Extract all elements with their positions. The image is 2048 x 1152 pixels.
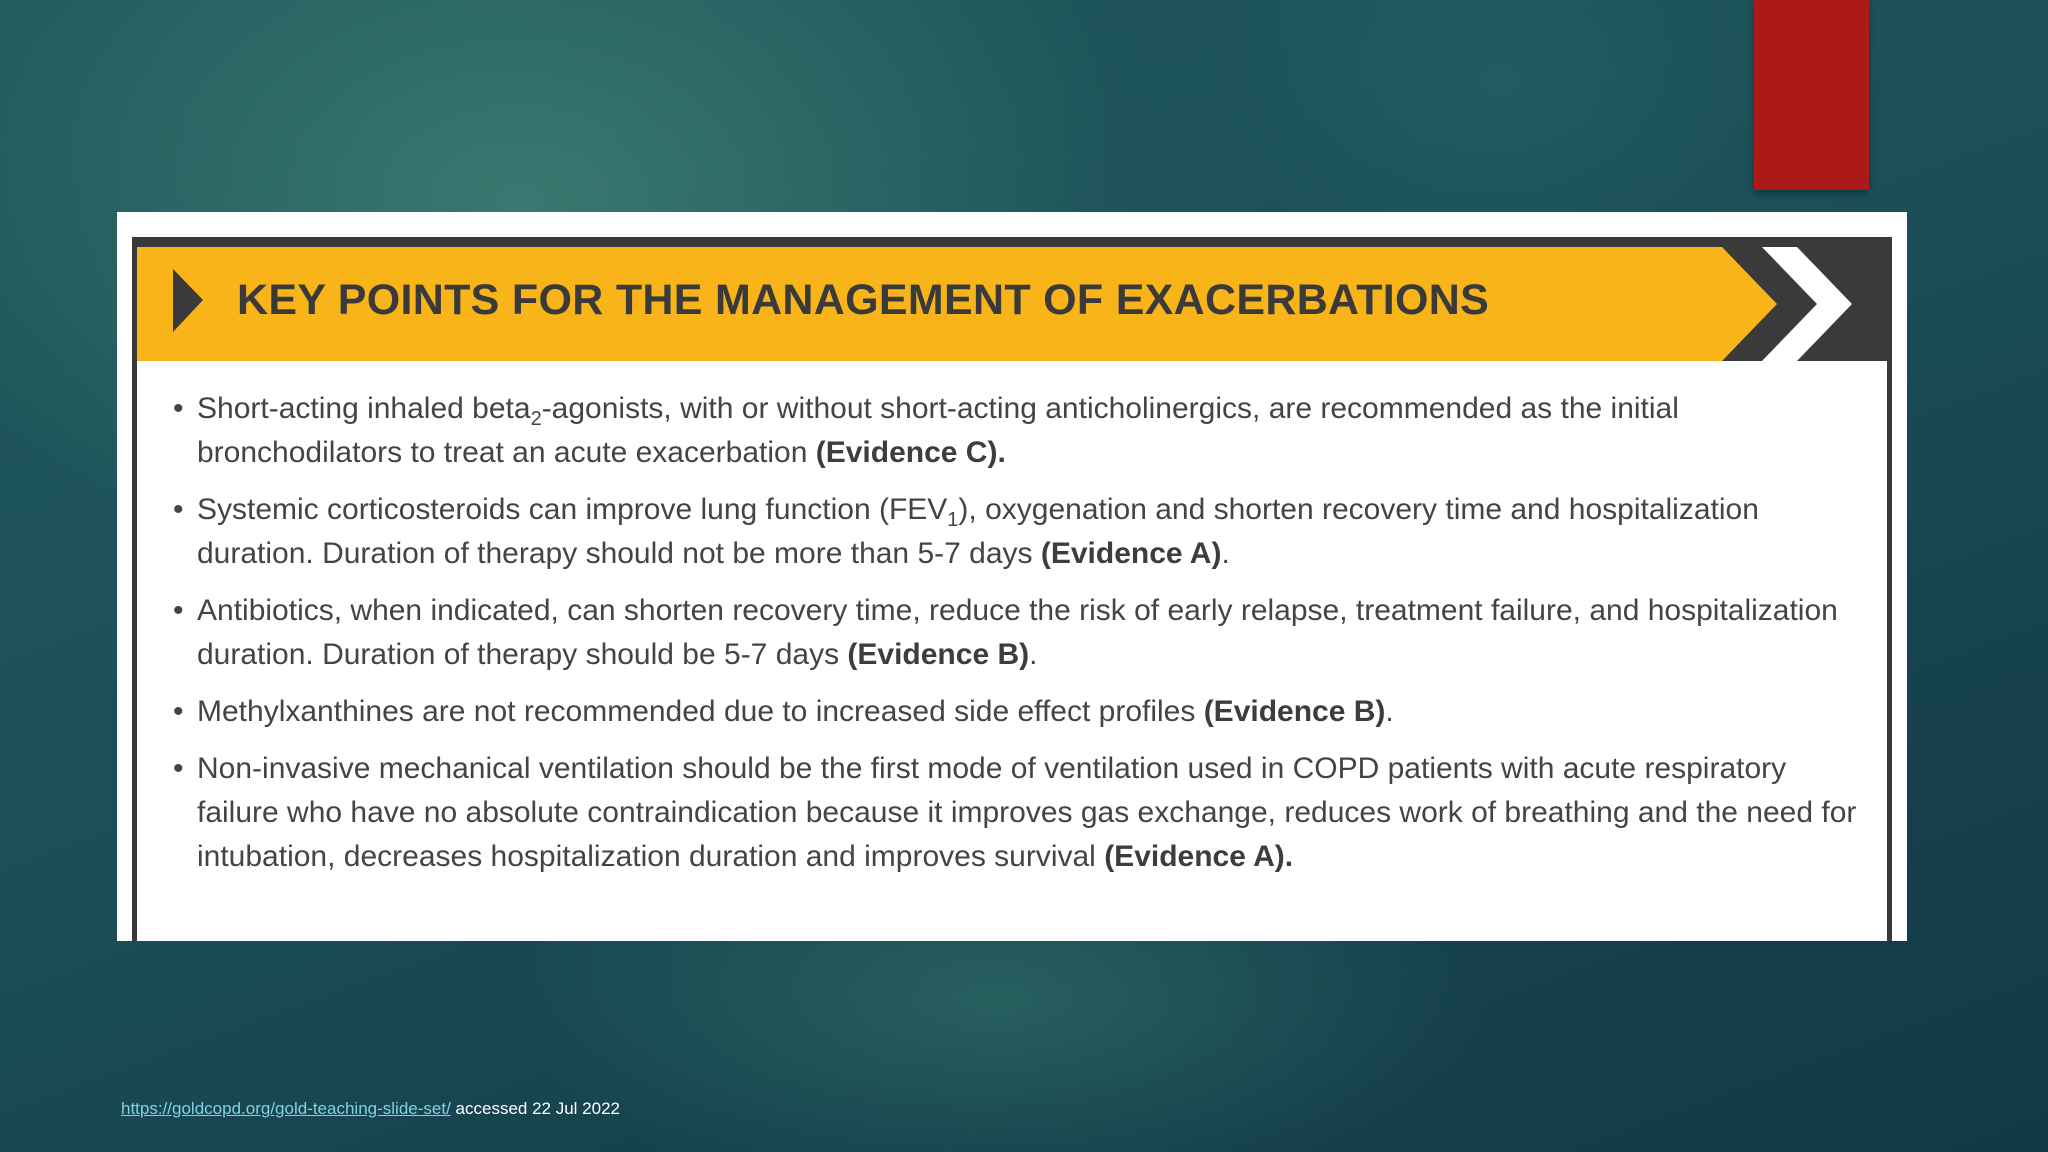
list-item: • Systemic corticosteroids can improve lung function $(FEV_1)$, oxygenation and shorten recovery time and hospitalization duration. Duration of therapy should not be more than 5-7 days (Evidence A). [173,488,1873,576]
list-item: • Non-invasive mechanical ventilation should be the first mode of ventilation used in COPD patients with acute respiratory failure who have no absolute contraindication because it improves gas exchange, reduces work of breathing and the need for intubation, decreases hospitalization duration and improves survival (Evidence A). [173,747,1873,879]
bullet-icon: • [173,695,184,728]
evidence-label: (Evidence A). [1104,840,1294,873]
title-banner [137,242,1887,361]
source-citation [121,1099,620,1119]
key-points-list [173,387,1873,892]
bullet-icon: • [173,752,184,785]
bullet-icon: • [173,392,184,425]
bullet-icon: • [173,594,184,627]
list-item: • Methylxanthines are not recommended due to increased side effect profiles (Evidence B). [173,690,1873,734]
source-link[interactable]: https://goldcopd.org/gold-teaching-slide-set/ [121,1099,451,1118]
slide-title: KEY POINTS FOR THE MANAGEMENT OF EXACERBATIONS [237,276,1490,324]
slide-frame [132,237,1892,941]
red-accent-tab [1754,0,1869,190]
accessed-date: accessed 22 Jul 2022 [450,1099,620,1118]
evidence-label: (Evidence A) [1040,537,1222,570]
evidence-label: (Evidence B) [847,638,1030,671]
evidence-label: (Evidence C). [815,436,1006,469]
evidence-label: (Evidence B) [1203,695,1386,728]
slide-image [117,212,1907,941]
list-item: • Antibiotics, when indicated, can shorten recovery time, reduce the risk of early relapse, treatment failure, and hospitalization duration. Duration of therapy should be 5-7 days (Evidence B). [173,589,1873,677]
list-item: • Short-acting inhaled beta$_2$-agonists, with or without short-acting anticholinergics, are recommended as the initial bronchodilators to treat an acute exacerbation (Evidence C). [173,387,1873,475]
bullet-icon: • [173,493,184,526]
